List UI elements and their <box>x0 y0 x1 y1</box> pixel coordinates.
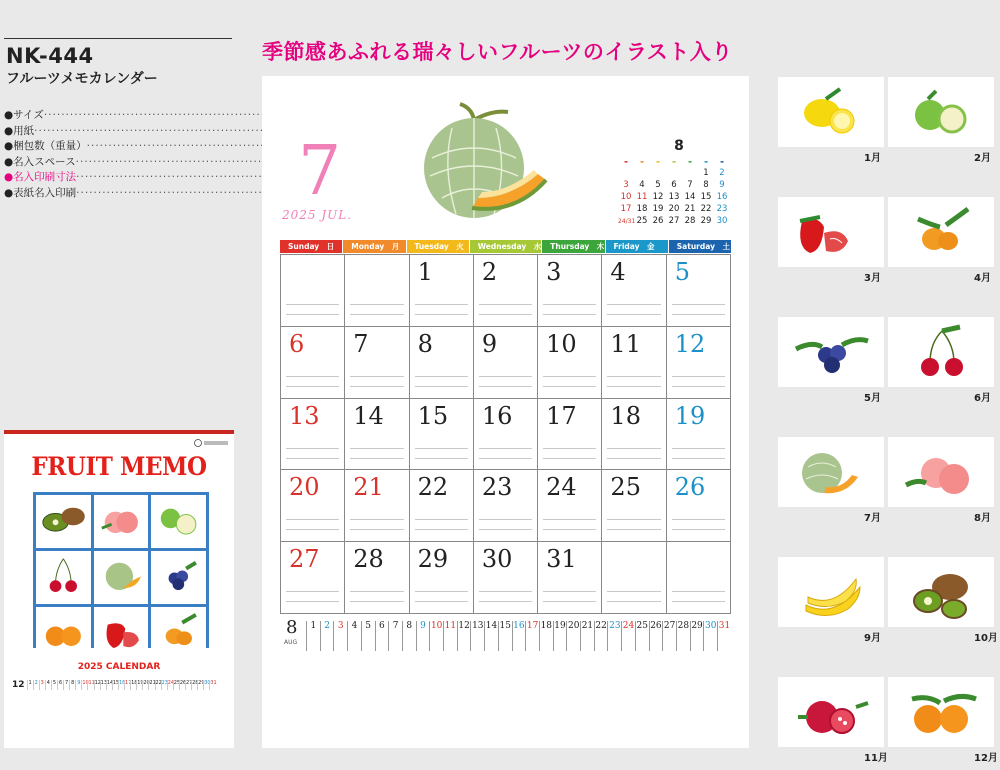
cover-strip-day: 4 <box>45 680 51 690</box>
next-strip-day: 14 <box>484 621 498 651</box>
cover-strip-day: 25 <box>173 680 179 690</box>
spec-item-highlight <box>4 170 234 186</box>
mini-day: 28 <box>684 216 696 226</box>
spec-label: ● 用紙 <box>4 124 34 140</box>
memo-lines <box>350 367 403 394</box>
fruit-month-label: 6月 <box>974 393 991 404</box>
peach-icon <box>888 437 994 507</box>
spec-list <box>4 108 234 201</box>
day-cell <box>410 399 474 471</box>
fruit-month-label: 8月 <box>974 513 991 524</box>
cover-strip-day: 26 <box>179 680 185 690</box>
mini-day: 25 <box>636 216 648 226</box>
cover-strip-day: 3 <box>39 680 45 690</box>
day-number: 27 <box>289 545 320 574</box>
day-number: 2 <box>481 258 498 286</box>
day-number: 26 <box>674 473 706 502</box>
mini-day: 17 <box>620 204 632 214</box>
mini-day: 23 <box>716 204 728 214</box>
cover-strip-day: 24 <box>167 680 173 690</box>
melon-icon <box>778 437 884 507</box>
day-number: 20 <box>289 473 320 502</box>
cover-strip-day: 27 <box>185 680 191 690</box>
mini-day: 5 <box>655 180 661 190</box>
spec-label: ● 梱包数（重量） <box>4 139 87 155</box>
next-strip-day: 22 <box>594 621 608 651</box>
weekday-header-cell: Friday 金 <box>606 240 668 253</box>
day-number: 29 <box>417 545 449 574</box>
mandarin-icon <box>888 677 994 747</box>
cover-strip-day: 30 <box>203 680 209 690</box>
day-cell <box>281 399 345 471</box>
day-number: 22 <box>417 473 449 502</box>
cover-strip-day: 18 <box>130 680 136 690</box>
day-cell <box>410 255 474 327</box>
day-cell <box>667 255 731 327</box>
fruit-month-label: 11月 <box>864 753 888 764</box>
product-name: フルーツメモカレンダー <box>6 71 158 87</box>
day-cell <box>602 255 666 327</box>
memo-lines <box>543 582 596 609</box>
day-cell <box>474 542 538 614</box>
next-strip-day: 6 <box>375 621 389 651</box>
cover-strip-month: 12 <box>12 680 25 690</box>
memo-lines <box>286 367 339 394</box>
melon-icon <box>94 551 149 604</box>
cover-strip-day: 17 <box>124 680 130 690</box>
next-strip-day: 10 <box>429 621 443 651</box>
memo-lines <box>543 295 596 322</box>
empty-day-cell <box>667 542 731 614</box>
next-strip-day: 9 <box>416 621 430 651</box>
day-cell <box>410 542 474 614</box>
mini-day: 10 <box>620 192 632 202</box>
cover-strip-day: 9 <box>75 680 81 690</box>
day-number: 13 <box>289 401 320 430</box>
next-strip-day: 18 <box>539 621 553 651</box>
mini-weekday-mark: ▬ <box>720 159 724 164</box>
next-strip-label: AUG <box>284 639 298 646</box>
day-cell <box>602 399 666 471</box>
mini-day: 29 <box>700 216 712 226</box>
day-number: 8 <box>417 329 433 358</box>
mini-weekday-mark: ▬ <box>624 159 628 164</box>
next-strip-day: 16 <box>512 621 526 651</box>
cover-strip-day: 8 <box>69 680 75 690</box>
next-strip-day: 21 <box>580 621 594 651</box>
day-cell <box>345 327 409 399</box>
day-cell <box>602 470 666 542</box>
next-strip-day: 15 <box>498 621 512 651</box>
spec-item <box>4 139 234 155</box>
memo-lines <box>672 295 725 322</box>
memo-lines <box>350 510 403 537</box>
memo-lines <box>415 295 468 322</box>
loquat-icon <box>888 197 994 267</box>
melon-illustration <box>412 98 552 228</box>
memo-lines <box>479 510 532 537</box>
fruit-month-label: 7月 <box>864 513 881 524</box>
header-rule <box>4 38 232 39</box>
fruit-month-label: 12月 <box>974 753 998 764</box>
next-strip-month: 8 <box>286 617 298 638</box>
day-cell <box>345 470 409 542</box>
kiwi-icon <box>36 495 91 548</box>
cover-strip-day: 5 <box>51 680 57 690</box>
day-cell <box>410 327 474 399</box>
next-strip-day: 13 <box>470 621 484 651</box>
product-code: NK-444 <box>6 44 94 68</box>
memo-lines <box>607 295 660 322</box>
memo-lines <box>286 582 339 609</box>
cover-year-label: 2025 CALENDAR <box>77 662 161 672</box>
day-cell <box>667 399 731 471</box>
lemon-icon <box>778 77 884 147</box>
memo-lines <box>607 367 660 394</box>
headline: 季節感あふれる瑞々しいフルーツのイラスト入り <box>262 40 733 64</box>
day-number: 6 <box>289 329 305 358</box>
weekday-header-cell: Sunday 日 <box>280 240 342 253</box>
next-strip-day: 12 <box>457 621 471 651</box>
mini-weekday-mark: ▬ <box>688 159 692 164</box>
next-strip-day: 20 <box>566 621 580 651</box>
day-number: 19 <box>674 401 706 430</box>
memo-lines <box>607 510 660 537</box>
mini-day: 8 <box>703 180 709 190</box>
apple-icon <box>151 495 206 548</box>
day-cell <box>538 327 602 399</box>
day-cell <box>538 542 602 614</box>
memo-lines <box>543 510 596 537</box>
memo-lines <box>672 439 725 466</box>
spec-label: ● 名入印刷寸法 <box>4 170 76 186</box>
memo-lines <box>672 367 725 394</box>
apple-icon <box>888 77 994 147</box>
day-number: 15 <box>417 401 449 430</box>
next-strip-day: 28 <box>676 621 690 651</box>
day-number: 4 <box>610 258 626 286</box>
next-strip-day: 25 <box>635 621 649 651</box>
next-strip-day: 31 <box>717 621 731 651</box>
mini-empty <box>618 168 634 179</box>
loquat-icon <box>151 607 206 660</box>
cover-strip-day: 23 <box>161 680 167 690</box>
day-number: 7 <box>353 329 369 358</box>
weekday-header-cell: Thursday 木 <box>542 240 604 253</box>
cover-strip-day: 31 <box>209 680 215 690</box>
cover-thumbnail <box>4 430 234 748</box>
day-cell <box>281 470 345 542</box>
next-strip-day: 27 <box>662 621 676 651</box>
mini-empty <box>666 168 682 179</box>
mini-weekday-mark: ▬ <box>704 159 708 164</box>
day-number: 17 <box>546 401 577 430</box>
fruit-month-label: 4月 <box>974 273 991 284</box>
cover-title: FRUIT MEMO <box>31 452 207 481</box>
mini-calendar-month: 8 <box>674 138 684 154</box>
cover-strip-day: 14 <box>106 680 112 690</box>
day-number: 14 <box>353 401 384 430</box>
memo-lines <box>479 582 532 609</box>
mini-empty <box>634 168 650 179</box>
weekday-header-cell: Wednesday 水 <box>470 240 541 253</box>
banana-icon <box>778 557 884 627</box>
empty-day-cell <box>281 255 345 327</box>
spec-label: ● 表紙名入印刷 <box>4 186 76 202</box>
mini-empty <box>682 168 698 179</box>
day-cell <box>474 255 538 327</box>
mini-weekday-mark: ▬ <box>640 159 644 164</box>
memo-lines <box>350 582 403 609</box>
day-number: 5 <box>674 258 690 286</box>
mini-day: 1 <box>703 168 709 178</box>
cherry-icon <box>888 317 994 387</box>
cover-strip-day: 13 <box>100 680 106 690</box>
fruit-month-label: 1月 <box>864 153 881 164</box>
mini-day: 24/31 <box>618 218 636 225</box>
next-strip-day: 4 <box>347 621 361 651</box>
day-number: 25 <box>610 473 641 502</box>
cover-top-bar <box>4 430 234 434</box>
mini-day: 9 <box>719 180 725 190</box>
day-cell <box>538 255 602 327</box>
cover-fruit-grid <box>33 492 209 648</box>
memo-lines <box>479 367 532 394</box>
cover-strip-day: 1 <box>27 680 33 690</box>
next-strip-day: 3 <box>333 621 347 651</box>
day-cell <box>345 399 409 471</box>
next-strip-day: 26 <box>649 621 663 651</box>
cover-strip-day: 21 <box>148 680 154 690</box>
next-strip-days <box>306 621 731 651</box>
day-number: 31 <box>546 545 577 574</box>
cover-strip-day: 15 <box>112 680 118 690</box>
blueberry-icon <box>151 551 206 604</box>
day-cell <box>281 327 345 399</box>
spec-item <box>4 108 234 124</box>
cover-strip-day: 16 <box>118 680 124 690</box>
kiwi-icon <box>888 557 994 627</box>
mini-day: 26 <box>652 216 664 226</box>
next-strip-day: 19 <box>553 621 567 651</box>
cover-strip-day: 11 <box>87 680 93 690</box>
memo-lines <box>672 582 725 609</box>
memo-lines <box>415 367 468 394</box>
mini-day: 2 <box>719 168 725 178</box>
weekday-header-cell: Saturday 土 <box>669 240 731 253</box>
next-strip-day: 17 <box>525 621 539 651</box>
day-cell <box>538 399 602 471</box>
day-cell <box>602 327 666 399</box>
day-number: 24 <box>546 473 577 502</box>
memo-lines <box>607 439 660 466</box>
day-number: 30 <box>481 545 513 574</box>
fruit-month-label: 5月 <box>864 393 881 404</box>
memo-lines <box>286 510 339 537</box>
cover-strip-day: 7 <box>63 680 69 690</box>
day-cell <box>281 542 345 614</box>
peach-icon <box>94 495 149 548</box>
mini-day: 12 <box>652 192 664 202</box>
empty-day-cell <box>345 255 409 327</box>
day-number: 23 <box>481 473 513 502</box>
next-strip-day: 24 <box>621 621 635 651</box>
spec-item <box>4 124 234 140</box>
spec-label: ● 名入スペース <box>4 155 76 171</box>
cover-strip-day: 28 <box>191 680 197 690</box>
cover-strip-day: 2 <box>33 680 39 690</box>
memo-lines <box>415 582 468 609</box>
memo-lines <box>479 295 532 322</box>
weekday-header <box>280 240 731 253</box>
mini-calendar-next-month <box>618 138 730 227</box>
day-cell <box>474 470 538 542</box>
memo-lines <box>286 439 339 466</box>
day-cell <box>410 470 474 542</box>
next-strip-day: 11 <box>443 621 457 651</box>
day-cell <box>474 399 538 471</box>
day-cell <box>667 327 731 399</box>
memo-lines <box>672 510 725 537</box>
calendar-page <box>262 76 749 748</box>
day-grid <box>280 254 731 614</box>
cover-strip-day: 20 <box>142 680 148 690</box>
mini-day: 11 <box>636 192 648 202</box>
memo-lines <box>543 439 596 466</box>
cover-logo <box>194 438 230 448</box>
cover-strip-day: 19 <box>136 680 142 690</box>
memo-lines <box>350 439 403 466</box>
fruit-month-label: 9月 <box>864 633 881 644</box>
memo-lines <box>415 510 468 537</box>
year-month-label: 2025 JUL. <box>282 208 353 222</box>
day-number: 28 <box>353 545 384 574</box>
mandarin-icon <box>36 607 91 660</box>
next-strip-day: 29 <box>690 621 704 651</box>
mini-day: 27 <box>668 216 680 226</box>
day-number: 3 <box>546 258 562 286</box>
fruit-month-label: 10月 <box>974 633 998 644</box>
mini-day: 19 <box>652 204 664 214</box>
next-strip-day: 8 <box>402 621 416 651</box>
weekday-header-cell: Monday 月 <box>343 240 405 253</box>
day-number: 11 <box>610 329 641 358</box>
next-strip-day: 7 <box>388 621 402 651</box>
next-strip-day: 5 <box>361 621 375 651</box>
next-strip-day: 2 <box>320 621 334 651</box>
memo-lines <box>479 439 532 466</box>
spec-label: ● サイズ <box>4 108 44 124</box>
day-number: 18 <box>610 401 641 430</box>
memo-lines <box>543 367 596 394</box>
fruit-month-label: 3月 <box>864 273 881 284</box>
mini-day: 14 <box>684 192 696 202</box>
pomegranate-icon <box>778 677 884 747</box>
fruit-month-label: 2月 <box>974 153 991 164</box>
mini-day: 3 <box>623 180 629 190</box>
mini-day: 20 <box>668 204 680 214</box>
day-cell <box>345 542 409 614</box>
cover-strip-day: 29 <box>197 680 203 690</box>
cover-strip-day: 12 <box>94 680 100 690</box>
mini-day: 21 <box>684 204 696 214</box>
cherry-icon <box>36 551 91 604</box>
next-strip-day: 1 <box>306 621 320 651</box>
day-number: 12 <box>674 329 706 358</box>
memo-lines <box>286 295 339 322</box>
weekday-header-cell: Tuesday 火 <box>407 240 469 253</box>
memo-lines <box>607 582 660 609</box>
mini-calendar-grid <box>618 156 730 227</box>
day-cell <box>474 327 538 399</box>
day-number: 16 <box>481 401 513 430</box>
cover-strip-day: 10 <box>81 680 87 690</box>
day-cell <box>667 470 731 542</box>
empty-day-cell <box>602 542 666 614</box>
day-cell <box>538 470 602 542</box>
day-number: 9 <box>481 329 498 358</box>
day-number: 21 <box>353 473 384 502</box>
mini-day: 4 <box>639 180 645 190</box>
day-number: 10 <box>546 329 577 358</box>
mini-empty <box>650 168 666 179</box>
mini-day: 7 <box>687 180 693 190</box>
cover-date-strip <box>12 680 215 690</box>
blueberry-icon <box>778 317 884 387</box>
mini-day: 30 <box>716 216 728 226</box>
mini-day: 6 <box>671 180 677 190</box>
memo-lines <box>415 439 468 466</box>
mini-weekday-mark: ▬ <box>672 159 676 164</box>
spec-item <box>4 186 234 202</box>
strawberry-icon <box>94 607 149 660</box>
cover-strip-day: 6 <box>57 680 63 690</box>
memo-lines <box>350 295 403 322</box>
mini-day: 13 <box>668 192 680 202</box>
mini-weekday-mark: ▬ <box>656 159 660 164</box>
mini-day: 16 <box>716 192 728 202</box>
next-strip-day: 23 <box>607 621 621 651</box>
spec-item <box>4 155 234 171</box>
mini-day: 18 <box>636 204 648 214</box>
mini-day: 22 <box>700 204 712 214</box>
day-number: 1 <box>417 258 433 286</box>
cover-strip-day: 22 <box>155 680 161 690</box>
mini-day: 15 <box>700 192 712 202</box>
strawberry-icon <box>778 197 884 267</box>
next-month-strip <box>280 617 731 653</box>
next-strip-day: 30 <box>703 621 717 651</box>
month-number: 7 <box>298 132 342 211</box>
